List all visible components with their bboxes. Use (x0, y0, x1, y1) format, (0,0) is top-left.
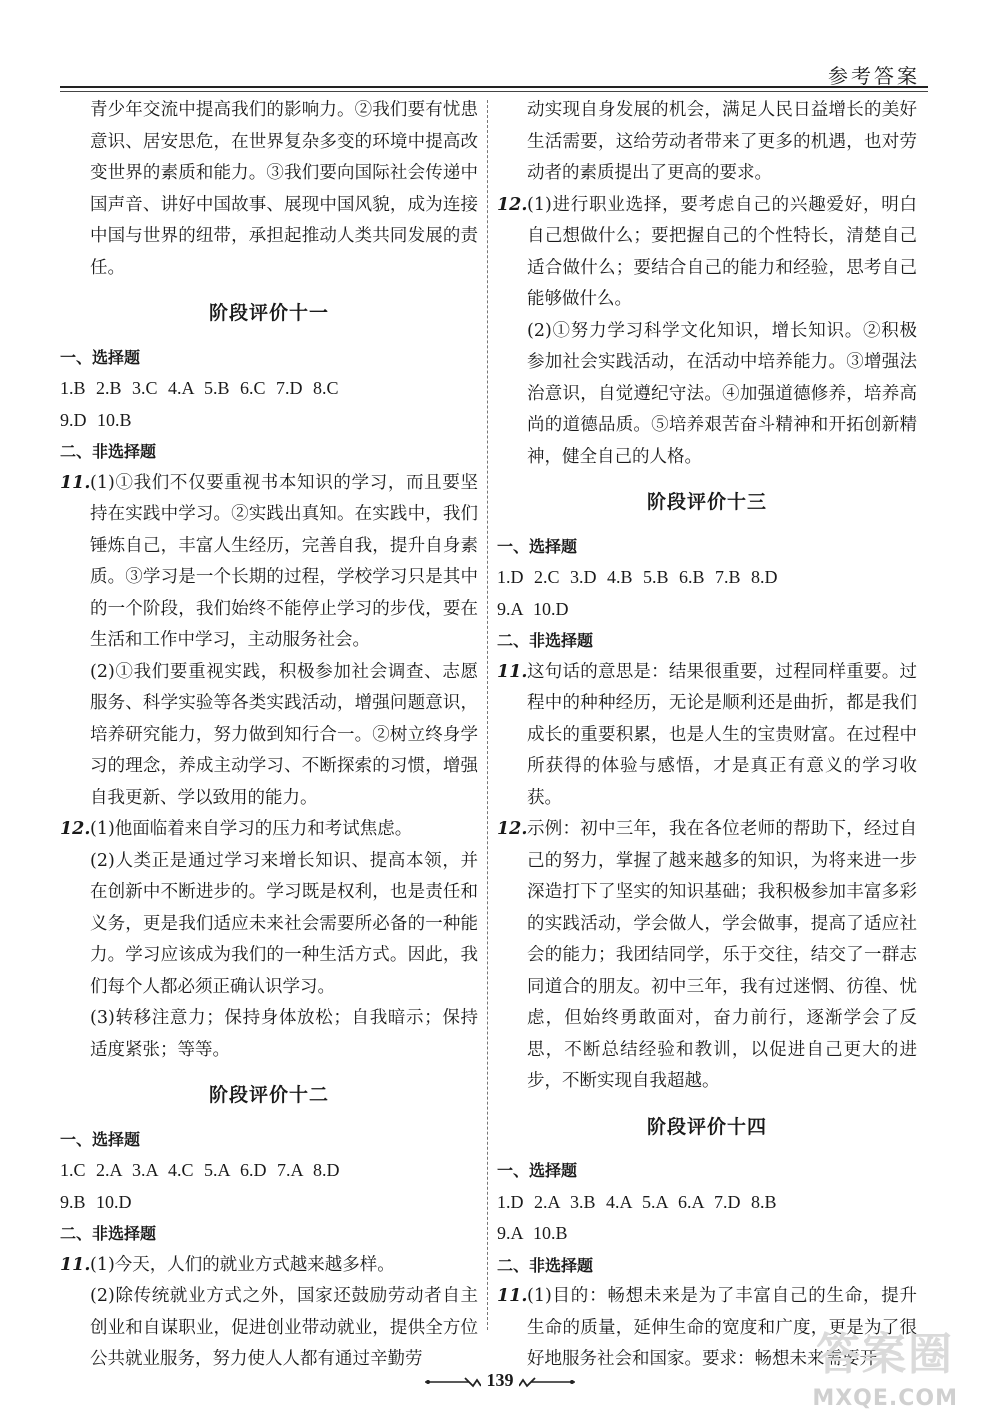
question-number: 12. (497, 819, 528, 839)
mc-answers-line: 1.D 2.A 3.B 4.A 5.A 6.A 7.D 8.B (497, 1191, 777, 1212)
watermark-site: MXQE.COM (812, 1386, 958, 1411)
subheading-nonchoice: 二、非选择题 (60, 442, 157, 461)
page-number: 139 (486, 1370, 514, 1390)
answer-text: (1)①我们不仅要重视书本知识的学习，而且要坚持在实践中学习。②实践出真知。在实践中，我们锤炼自己，丰富人生经历，完善自我，提升自身素质。③学习是一个长期的过程，学校学习只是其中的一个阶段，我们始终不能停止学习的步伐，要在生活和工作中学习，主动服务社会。 (90, 472, 478, 650)
header-rule-thin (60, 91, 928, 92)
header-title: 参考答案 (828, 64, 920, 88)
question-number: 11. (60, 1254, 91, 1275)
header-rule (60, 86, 928, 88)
mc-answers-line: 1.D 2.C 3.D 4.B 5.B 6.B 7.B 8.D (497, 567, 778, 587)
answer-text: (2)①我们要重视实践，积极参加社会调查、志愿服务、科学实验等各类实践活动，增强问题意识，培养研究能力，努力做到知行合一。②树立终身学习的理念，养成主动学习、不断探索的习惯，增强自我更新、学以致用的能力。 (90, 661, 478, 808)
question-11 (60, 468, 478, 815)
answer-text: (2)除传统就业方式之外，国家还鼓励劳动者自主创业和自谋职业，促进创业带动就业，提供全方位公共就业服务，努力使人人都有通过辛勤劳 (90, 1286, 478, 1369)
mc-answers-line: 9.A 10.B (497, 1223, 568, 1243)
question-number: 11. (497, 661, 528, 682)
section-title-12: 阶段评价十二 (208, 1084, 329, 1106)
continued-paragraph: 动实现自身发展的机会，满足人民日益增长的美好生活需要，这给劳动者带来了更多的机遇，也对劳动者的素质提出了更高的要求。 (527, 100, 917, 183)
mc-answers-line: 9.B 10.D (60, 1191, 132, 1212)
column-divider (487, 100, 488, 1330)
subheading-nonchoice: 二、非选择题 (60, 1224, 157, 1243)
answer-text: 示例：初中三年，我在各位老师的帮助下，经过自己的努力，掌握了越来越多的知识，为将来进一步深造打下了坚实的知识基础；我积极参加丰富多彩的实践活动，学会做人，学会做事，提高了适应社会的能力；我团结同学，乐于交往，结交了一群志同道合的朋友。初中三年，我有过迷惘、彷徨、忧虑，但始终勇敢面对，奋力前行，逐渐学会了反思，不断总结经验和教训，以促进自己更大的进步，不断实现自我超越。 (527, 819, 917, 1091)
question-number: 11. (497, 1286, 528, 1306)
subheading-choice: 一、选择题 (497, 1161, 578, 1180)
answer-text: 这句话的意思是：结果很重要，过程同样重要。过程中的种种经历，无论是顺利还是曲折，都是我们成长的重要积累，也是人生的宝贵财富。在过程中所获得的体验与感悟，才是真正有意义的学习收获。 (527, 661, 917, 808)
mc-answers-line: 9.A 10.D (497, 598, 569, 619)
question-11 (497, 657, 917, 815)
section-title-13: 阶段评价十三 (646, 491, 767, 513)
question-number: 12. (497, 194, 528, 215)
subheading-nonchoice: 二、非选择题 (497, 1255, 594, 1275)
answer-text: (3)转移注意力；保持身体放松；自我暗示；保持适度紧张；等等。 (90, 1008, 478, 1060)
intro-paragraph: 青少年交流中提高我们的影响力。②我们要有忧患意识、居安思危，在世界复杂多变的环境中提高改变世界的素质和能力。③我们要向国际社会传递中国声音、讲好中国故事、展现中国风貌，成为连接中国与世界的纽带，承担起推动人类共同发展的责任。 (90, 100, 478, 278)
section-title-11: 阶段评价十一 (208, 302, 329, 324)
question-12 (497, 190, 917, 474)
answer-text: (2)①努力学习科学文化知识，增长知识。②积极参加社会实践活动，在活动中培养能力。③增强法治意识，自觉遵纪守法。④加强道德修养，培养高尚的道德品质。⑤培养艰苦奋斗精神和开拓创新精神，健全自己的人格。 (527, 320, 917, 467)
question-12 (60, 814, 478, 1066)
question-12 (497, 814, 917, 1098)
answer-text: (1)今天，人们的就业方式越来越多样。 (90, 1254, 395, 1275)
left-column (60, 95, 478, 1376)
question-number: 12. (60, 819, 91, 839)
subheading-choice: 一、选择题 (497, 536, 578, 556)
subheading-nonchoice: 二、非选择题 (497, 631, 594, 650)
subheading-choice: 一、选择题 (60, 1129, 141, 1149)
left-ornament-icon (425, 1376, 481, 1388)
question-number: 11. (60, 472, 91, 493)
question-11 (60, 1250, 478, 1376)
page-header (60, 50, 928, 90)
right-column (497, 95, 917, 1376)
section-title-14: 阶段评价十四 (646, 1115, 767, 1138)
mc-answers-line: 1.C 2.A 3.A 4.C 5.A 6.D 7.A 8.D (60, 1160, 340, 1180)
watermark-logo: 答案圈 (816, 1329, 954, 1380)
watermark (812, 1318, 962, 1413)
answer-text: (1)他面临着来自学习的压力和考试焦虑。 (90, 819, 413, 839)
answer-text: (1)目的：畅想未来是为了丰富自己的生命，提升生命的质量，延伸生命的宽度和广度，更是为了很好地服务社会和国家。要求：畅想未来需要开 (527, 1286, 917, 1369)
mc-answers-line: 9.D 10.B (60, 409, 132, 430)
subheading-choice: 一、选择题 (60, 347, 141, 367)
mc-answers-line: 1.B 2.B 3.C 4.A 5.B 6.C 7.D 8.C (60, 378, 339, 398)
right-ornament-icon (519, 1376, 575, 1388)
answer-text: (1)进行职业选择，要考虑自己的兴趣爱好，明白自己想做什么；要把握自己的个性特长，清楚自己适合做什么；要结合自己的能力和经验，思考自己能够做什么。 (527, 194, 917, 309)
answer-text: (2)人类正是通过学习来增长知识、提高本领，并在创新中不断进步的。学习既是权利，也是责任和义务，更是我们适应未来社会需要所必备的一种能力。学习应该成为我们的一种生活方式。因此，我们每个人都必须正确认识学习。 (90, 850, 478, 997)
